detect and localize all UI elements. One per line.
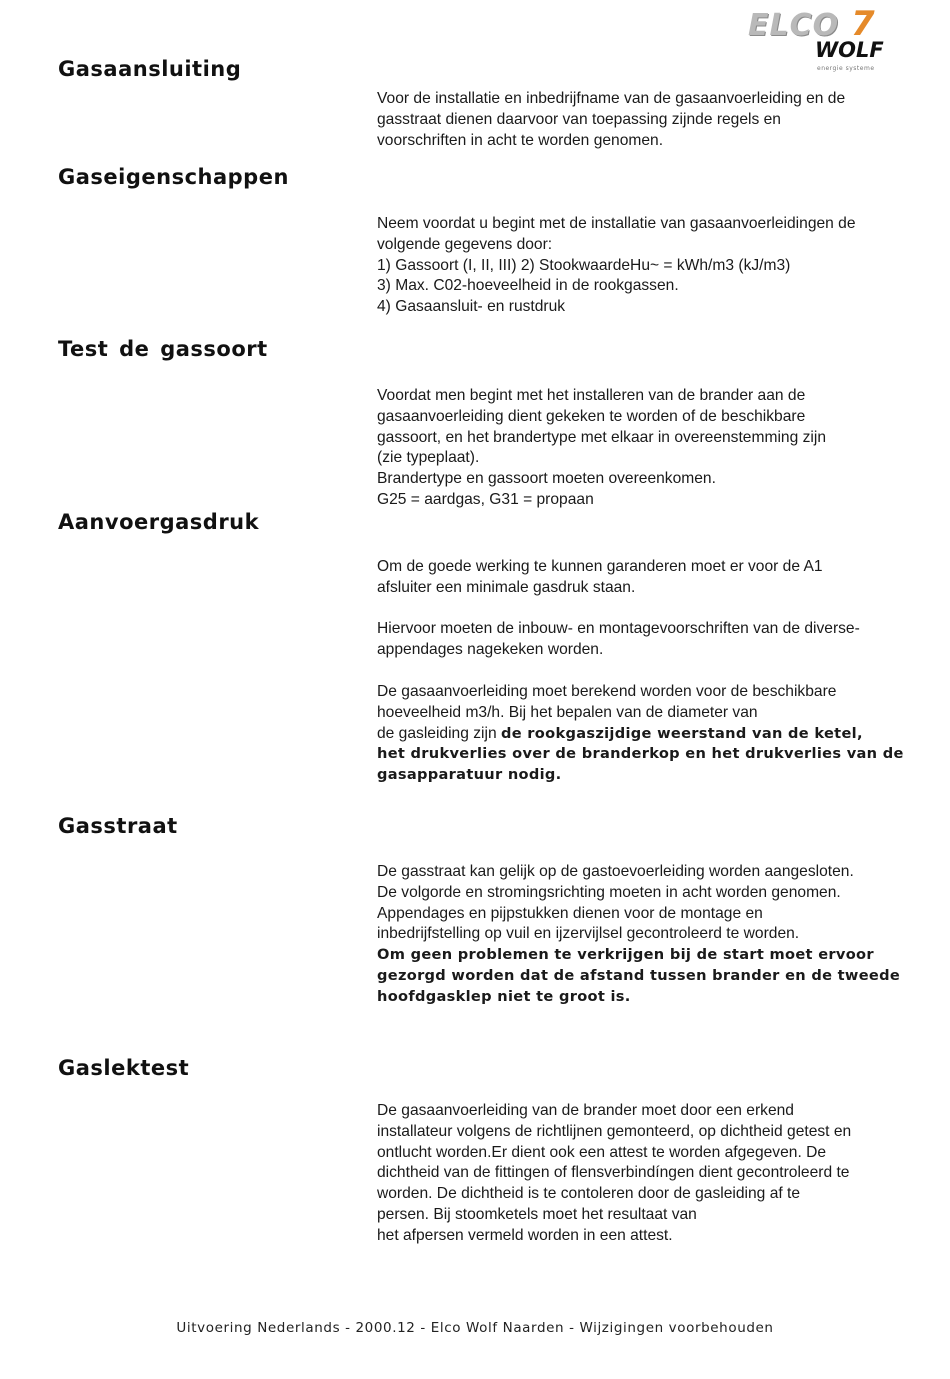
text-line: ontlucht worden.Er dient ook een attest te worden afgegeven. De xyxy=(377,1143,827,1161)
text-line: gassoort, en het brandertype met elkaar in overeenstemming zijn xyxy=(377,428,826,446)
paragraph-gaseigenschappen xyxy=(377,214,907,318)
text-line: De gasaanvoerleiding van de brander moet door een erkend xyxy=(377,1102,794,1119)
text-line: installateur volgens de richtlijnen gemonteerd, op dichtheid getest en xyxy=(377,1122,852,1140)
heading-gaslektest: Gaslektest xyxy=(58,1056,190,1080)
bold-line xyxy=(377,966,907,987)
heading-gasstraat: Gasstraat xyxy=(58,814,178,838)
logo-seven-mark: 7 xyxy=(851,4,875,44)
text-line: worden. De dichtheid is te contoleren door de gasleiding af te xyxy=(377,1185,801,1203)
text-line: volgende gegevens door: xyxy=(377,235,553,253)
text-line: gasaanvoerleiding dient gekeken te worden of de beschikbare xyxy=(377,407,806,425)
bold-text: hoofdgasklep niet te groot is. xyxy=(377,987,631,1005)
heading-test-de-gassoort: Test de gassoort xyxy=(58,337,268,361)
text-line: afsluiter een minimale gasdruk staan. xyxy=(377,578,636,596)
paragraph-aanvoergasdruk-1 xyxy=(377,557,907,599)
paragraph-aanvoergasdruk-3 xyxy=(377,682,907,786)
text-line: het afpersen vermeld worden in een attest. xyxy=(377,1226,673,1244)
text-line: Appendages en pijpstukken dienen voor de montage en xyxy=(377,904,763,922)
text-line: De gasaanvoerleiding moet berekend worden voor de beschikbare xyxy=(377,683,837,700)
text-line: voorschriften in acht te worden genomen. xyxy=(377,131,664,149)
paragraph-test-de-gassoort xyxy=(377,386,907,511)
paragraph-gaslektest xyxy=(377,1101,907,1247)
heading-gasaansluiting: Gasaansluiting xyxy=(58,57,242,81)
text-line: gasstraat dienen daarvoor van toepassing zijnde regels en xyxy=(377,110,781,128)
text-line: Om de goede werking te kunnen garanderen moet er voor de A1 xyxy=(377,558,823,575)
text-line: (zie typeplaat). xyxy=(377,449,480,467)
text-line: Hiervoor moeten de inbouw- en montagevoorschriften van de diverse- xyxy=(377,620,860,637)
bold-line xyxy=(377,765,907,786)
logo-elco-text: ELCO xyxy=(748,8,840,43)
logo-tagline: energie systeme xyxy=(817,65,875,72)
elco-wolf-logo xyxy=(745,4,900,78)
text-line: dichtheid van de fittingen of flensverbindíngen dient gecontroleerd te xyxy=(377,1164,850,1182)
bold-text: de rookgaszijdige weerstand van de ketel, xyxy=(500,724,863,742)
paragraph-gasstraat xyxy=(377,862,907,1008)
bold-text: het drukverlies over de branderkop en het drukverlies van de xyxy=(377,745,904,763)
text-line: Brandertype en gassoort moeten overeenkomen. xyxy=(377,470,716,488)
bold-line xyxy=(377,945,907,966)
page-footer: Uitvoering Nederlands - 2000.12 - Elco Wolf Naarden - Wijzigingen voorbehouden xyxy=(176,1320,774,1336)
heading-aanvoergasdruk: Aanvoergasdruk xyxy=(58,510,260,534)
text-line: Neem voordat u begint met de installatie van gasaanvoerleidingen de xyxy=(377,215,856,232)
text-line: hoeveelheid m3/h. Bij het bepalen van de diameter van xyxy=(377,703,758,721)
paragraph-aanvoergasdruk-2 xyxy=(377,619,907,661)
text-line: appendages nagekeken worden. xyxy=(377,640,604,658)
text-line: De volgorde en stromingsrichting moeten in acht worden genomen. xyxy=(377,883,841,901)
bold-line xyxy=(377,987,907,1008)
bold-line xyxy=(377,744,907,765)
text-line: 4) Gasaansluit- en rustdruk xyxy=(377,298,566,316)
text-line-mixed xyxy=(377,724,907,745)
bold-text: Om geen problemen te verkrijgen bij de start moet ervoor xyxy=(377,946,874,964)
text-lead: de gasleiding zijn xyxy=(377,724,501,742)
text-line: persen. Bij stoomketels moet het resultaat van xyxy=(377,1205,697,1223)
text-line: inbedrijfstelling op vuil en ijzervijlsel gecontroleerd te worden. xyxy=(377,925,800,943)
bold-text: gasapparatuur nodig. xyxy=(377,766,562,784)
text-line: Voordat men begint met het installeren van de brander aan de xyxy=(377,387,806,404)
heading-gaseigenschappen: Gaseigenschappen xyxy=(58,165,289,189)
bold-text: gezorgd worden dat de afstand tussen brander en de tweede xyxy=(377,966,901,984)
text-line: 1) Gassoort (I, II, III) 2) StookwaardeHu~ = kWh/m3 (kJ/m3) xyxy=(377,256,791,274)
text-line: Voor de installatie en inbedrijfname van de gasaanvoerleiding en de xyxy=(377,90,846,107)
text-line: De gasstraat kan gelijk op de gastoevoerleiding worden aangesloten. xyxy=(377,863,854,880)
logo-wolf-text: WOLF xyxy=(815,38,884,62)
text-line: 3) Max. C02-hoeveelheid in de rookgassen. xyxy=(377,277,679,295)
paragraph-gasaansluiting xyxy=(377,89,907,151)
text-line: G25 = aardgas, G31 = propaan xyxy=(377,490,594,508)
